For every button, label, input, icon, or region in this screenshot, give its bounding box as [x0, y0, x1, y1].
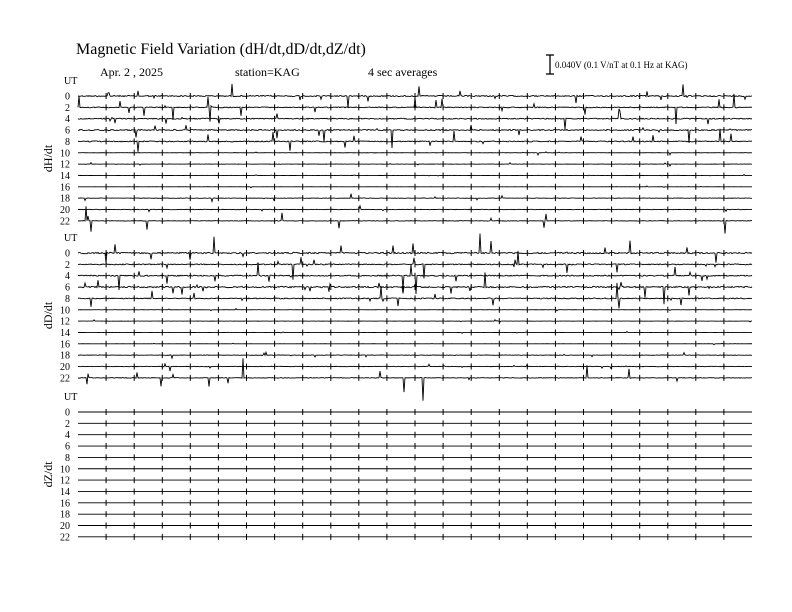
hour-label-dh-6: 6 — [65, 125, 70, 137]
hour-label-dd-6: 6 — [65, 282, 70, 294]
scale-bar-label: 0.040V (0.1 V/nT at 0.1 Hz at KAG) — [555, 60, 688, 70]
ut-label-dh: UT — [64, 76, 78, 87]
panel-label-dz: dZ/dt — [41, 461, 55, 488]
ut-label-dz: UT — [64, 392, 78, 403]
scale-bar — [546, 55, 688, 74]
hour-label-dd-14: 14 — [60, 327, 70, 339]
hour-label-dd-8: 8 — [65, 293, 70, 305]
panel-label-dd: dD/dt — [41, 301, 55, 330]
hour-label-dz-22: 22 — [60, 532, 70, 544]
chart-title: Magnetic Field Variation (dH/dt,dD/dt,dZ/dt) — [76, 41, 366, 58]
hour-label-dh-0: 0 — [65, 91, 70, 103]
hour-label-dz-14: 14 — [60, 486, 70, 498]
hour-label-dh-14: 14 — [60, 170, 70, 182]
hour-label-dh-22: 22 — [60, 216, 70, 228]
panel-label-dh: dH/dt — [41, 144, 55, 173]
hour-label-dd-12: 12 — [60, 316, 70, 328]
hour-label-dh-18: 18 — [60, 193, 70, 205]
hour-label-dd-16: 16 — [60, 339, 70, 351]
panel-dh — [41, 76, 752, 234]
hour-label-dh-10: 10 — [60, 148, 70, 160]
ut-label-dd: UT — [64, 233, 78, 244]
hour-label-dd-18: 18 — [60, 350, 70, 362]
panels-group — [41, 76, 752, 543]
hour-label-dd-4: 4 — [65, 271, 70, 283]
hour-label-dz-6: 6 — [65, 441, 70, 453]
trace-dh-4 — [78, 109, 752, 129]
hour-label-dh-4: 4 — [65, 114, 70, 126]
averaging-label: 4 sec averages — [368, 65, 438, 79]
hour-label-dz-12: 12 — [60, 475, 70, 487]
hour-label-dh-20: 20 — [60, 205, 70, 216]
hour-label-dd-10: 10 — [60, 305, 70, 317]
hour-label-dz-8: 8 — [65, 452, 70, 464]
hour-label-dz-2: 2 — [65, 418, 70, 430]
hour-label-dz-20: 20 — [60, 521, 70, 532]
hour-label-dz-18: 18 — [60, 509, 70, 521]
hour-label-dz-10: 10 — [60, 464, 70, 476]
hour-label-dd-22: 22 — [60, 373, 70, 385]
hour-label-dh-8: 8 — [65, 136, 70, 148]
hour-label-dz-4: 4 — [65, 430, 70, 442]
hour-label-dh-12: 12 — [60, 159, 70, 171]
station-label: station=KAG — [235, 65, 300, 79]
hour-label-dh-16: 16 — [60, 182, 70, 194]
panel-dd — [41, 233, 752, 401]
hour-label-dd-20: 20 — [60, 362, 70, 373]
hour-label-dd-2: 2 — [65, 259, 70, 271]
hour-label-dh-2: 2 — [65, 102, 70, 114]
panel-dz — [41, 392, 752, 543]
hour-label-dd-0: 0 — [65, 248, 70, 260]
hour-label-dz-16: 16 — [60, 498, 70, 510]
hour-label-dz-0: 0 — [65, 407, 70, 419]
date-label: Apr. 2 , 2025 — [100, 65, 163, 79]
trace-dd-0 — [78, 233, 752, 262]
